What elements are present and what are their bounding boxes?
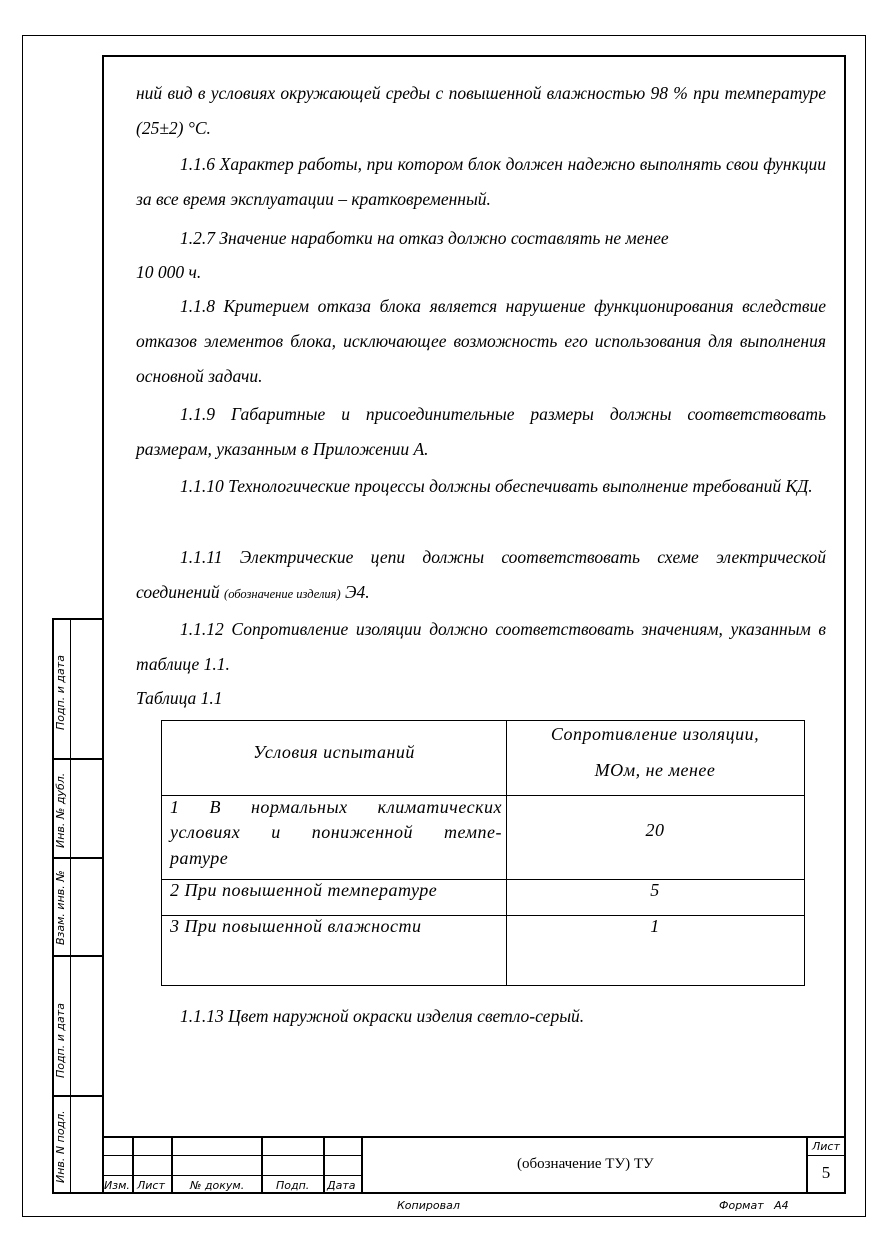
label-list: Лист (137, 1179, 165, 1192)
header-resistance-line1: Сопротивление изоляции, (550, 724, 760, 744)
title-block-col (132, 1136, 134, 1194)
insulation-table (161, 720, 805, 986)
label-sheet: Лист (812, 1140, 840, 1153)
side-label-podp-data-top: Подп. и дата (54, 655, 67, 730)
paragraph-1-1-9: 1.1.9 Габаритные и присоединительные размеры должны соответствовать размерам, указанным в Приложении А. (136, 404, 826, 459)
side-stamp-line (52, 1095, 102, 1097)
header-conditions: Условия испытаний (253, 742, 415, 762)
copied-label: Копировал (397, 1199, 460, 1212)
side-label-podp-data-bottom: Подп. и дата (54, 1003, 67, 1078)
paragraph-1-1-13: 1.1.13 Цвет наружной окраски изделия светло-серый. (180, 1006, 585, 1026)
title-block-col (171, 1136, 173, 1194)
side-label-inv-dubl: Инв. № дубл. (54, 772, 67, 848)
paragraph-1-1-12: 1.1.12 Сопротивление изоляции должно соответствовать значениям, указанным в таблице 1.1. (136, 619, 826, 674)
table-caption: Таблица 1.1 (136, 688, 223, 708)
label-podp: Подп. (276, 1179, 310, 1192)
paragraph-1-2-7-line1: 1.2.7 Значение наработки на отказ должно составлять не менее (180, 228, 669, 248)
row2-condition: 2 При повышенной температуре (170, 880, 438, 900)
format-label: Формат А4 (719, 1199, 789, 1212)
document-designation: (обозначение ТУ) ТУ (517, 1156, 654, 1172)
paragraph-1-1-11: 1.1.11 Электрические цепи должны соответствовать схеме электрической соединений (обозначение изделия) Э4. (136, 547, 826, 602)
row3-condition: 3 При повышенной влажности (170, 916, 422, 936)
row3-value: 1 (650, 916, 660, 936)
table-header-divider (162, 795, 804, 796)
side-label-inv-podl: Инв. N подл. (54, 1110, 67, 1183)
side-label-vzam-inv: Взам. инв. № (54, 870, 67, 945)
side-stamp-line (52, 758, 102, 760)
sheet-number: 5 (821, 1163, 831, 1182)
row1-condition-line2: условиях и пониженной темпе- (170, 822, 502, 842)
sheet-cell-divider (806, 1155, 846, 1156)
row1-condition-line3: ратуре (170, 848, 229, 868)
title-block-col (261, 1136, 263, 1194)
title-block-col (361, 1136, 363, 1194)
product-designation: (обозначение изделия) (224, 587, 341, 601)
title-block-top (102, 1136, 846, 1138)
label-data: Дата (327, 1179, 356, 1192)
header-resistance-line2: МОм, не менее (594, 760, 716, 780)
row2-value: 5 (650, 880, 660, 900)
row1-condition-line1: 1 В нормальных климатических (170, 797, 502, 817)
paragraph-1-2-7-line2: 10 000 ч. (136, 262, 202, 282)
label-izm: Изм. (104, 1179, 130, 1192)
paragraph-continuation: ний вид в условиях окружающей среды с повышенной влажностью 98 % при температуре (25±2) °С. (136, 83, 826, 138)
side-stamp-line (52, 857, 102, 859)
title-block-col (323, 1136, 325, 1194)
paragraph-1-1-8: 1.1.8 Критерием отказа блока является нарушение функционирования вследствие отказов элементов блока, исключающее возможность его использования для выполнения основной задачи. (136, 296, 826, 386)
side-stamp-line (52, 955, 102, 957)
side-stamp-divider (70, 618, 71, 1194)
paragraph-1-1-6: 1.1.6 Характер работы, при котором блок должен надежно выполнять свои функции за все время эксплуатации – кратковременный. (136, 154, 826, 209)
label-n-dokum: № докум. (190, 1179, 245, 1192)
paragraph-1-1-10: 1.1.10 Технологические процессы должны обеспечивать выполнение требований КД. (180, 476, 813, 496)
row1-value: 20 (645, 820, 665, 840)
